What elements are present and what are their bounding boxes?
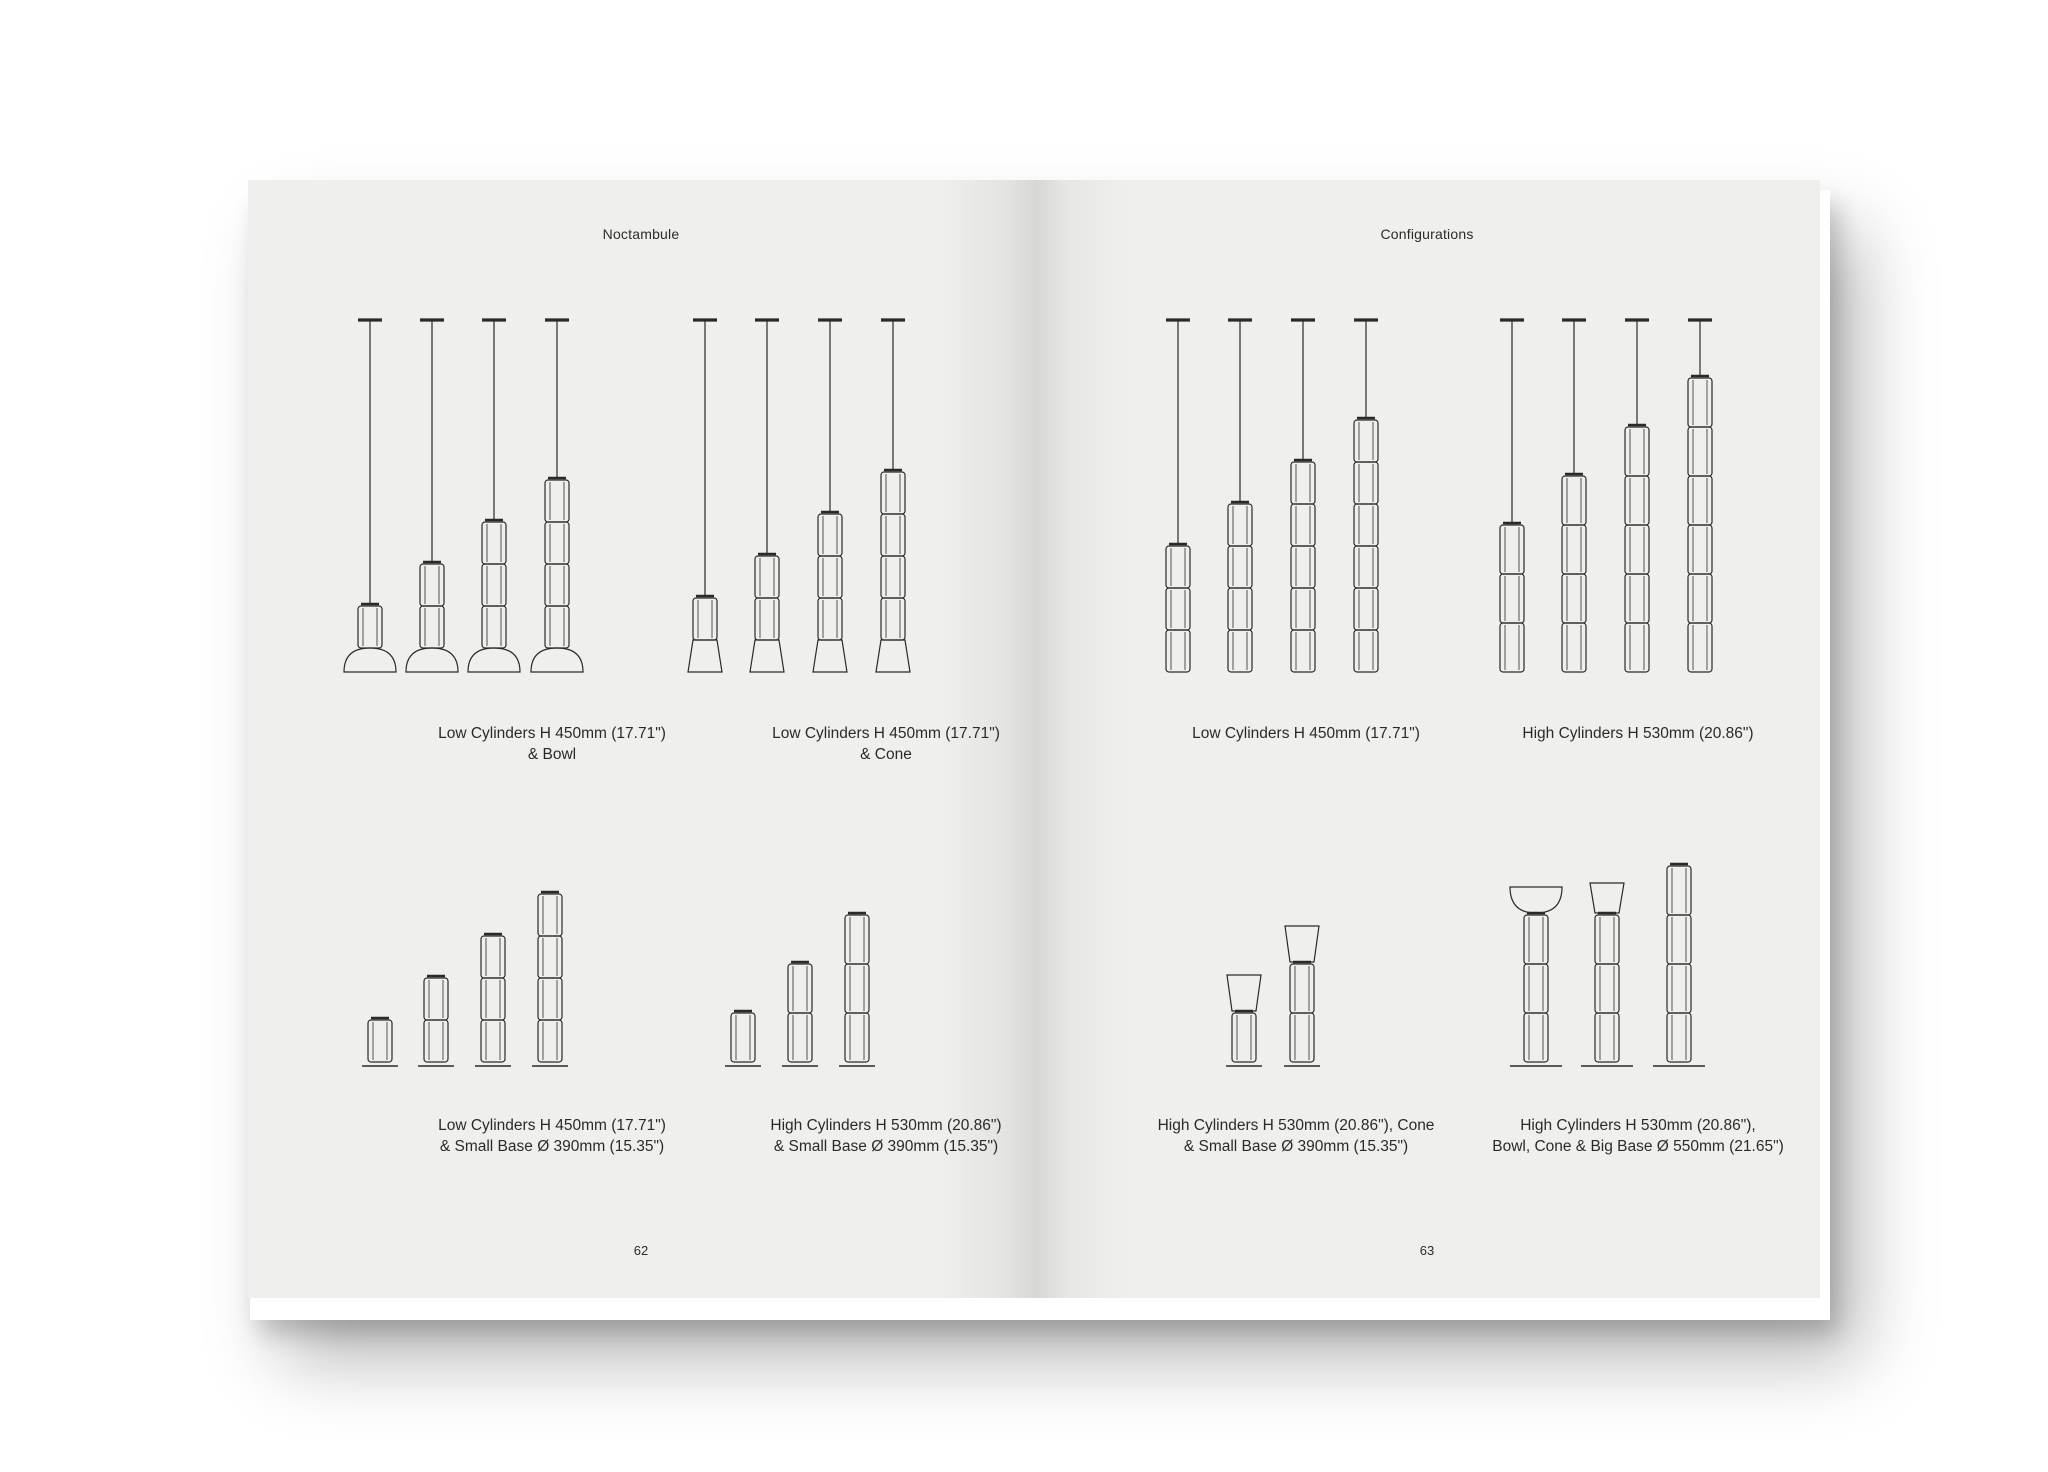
cylinder-segment bbox=[538, 1020, 562, 1062]
cylinder-segment bbox=[755, 598, 779, 640]
cylinder-segment bbox=[1354, 462, 1378, 504]
caption-line: & Small Base Ø 390mm (15.35") bbox=[439, 1138, 665, 1155]
cylinder-segment bbox=[881, 556, 905, 598]
cylinder-segment bbox=[1667, 915, 1691, 964]
cylinder-segment bbox=[482, 564, 506, 606]
cylinder-segment bbox=[358, 606, 382, 648]
bowl-shade bbox=[531, 648, 583, 672]
cylinder-segment bbox=[1166, 546, 1190, 588]
caption-line: Bowl, Cone & Big Base Ø 550mm (21.65") bbox=[1492, 1138, 1784, 1155]
cylinder-segment bbox=[481, 1020, 505, 1062]
page-number-right: 63 bbox=[1419, 1243, 1435, 1258]
caption-line: Low Cylinders H 450mm (17.71") bbox=[438, 725, 666, 742]
cylinder-segment bbox=[788, 964, 812, 1013]
cone-shade bbox=[1285, 926, 1319, 962]
cylinder-segment bbox=[1228, 546, 1252, 588]
cylinder-segment bbox=[1562, 476, 1586, 525]
cylinder-segment bbox=[481, 978, 505, 1020]
caption-line: Low Cylinders H 450mm (17.71") bbox=[438, 1117, 666, 1134]
cylinder-segment bbox=[1562, 525, 1586, 574]
cylinder-segment bbox=[818, 556, 842, 598]
cylinder-segment bbox=[788, 1013, 812, 1062]
cylinder-segment bbox=[1667, 964, 1691, 1013]
cylinder-segment bbox=[818, 598, 842, 640]
cylinder-segment bbox=[1595, 1013, 1619, 1062]
caption-line: High Cylinders H 530mm (20.86"), bbox=[1520, 1117, 1756, 1134]
cylinder-segment bbox=[420, 606, 444, 648]
cylinder-segment bbox=[1291, 546, 1315, 588]
cylinder-segment bbox=[545, 480, 569, 522]
cylinder-segment bbox=[545, 606, 569, 648]
cylinder-segment bbox=[1500, 525, 1524, 574]
caption-line: & Bowl bbox=[527, 746, 577, 763]
cylinder-segment bbox=[1228, 504, 1252, 546]
cylinder-segment bbox=[881, 598, 905, 640]
cylinder-segment bbox=[1166, 630, 1190, 672]
cylinder-segment bbox=[482, 522, 506, 564]
cylinder-segment bbox=[481, 936, 505, 978]
cylinder-segment bbox=[1562, 574, 1586, 623]
cylinder-segment bbox=[1625, 623, 1649, 672]
cylinder-segment bbox=[538, 894, 562, 936]
cone-shade bbox=[750, 640, 784, 672]
cylinder-segment bbox=[818, 514, 842, 556]
cylinder-segment bbox=[1667, 1013, 1691, 1062]
cylinder-segment bbox=[731, 1013, 755, 1062]
cylinder-segment bbox=[1688, 378, 1712, 427]
cylinder-segment bbox=[538, 978, 562, 1020]
cylinder-segment bbox=[1562, 623, 1586, 672]
cylinder-segment bbox=[1625, 476, 1649, 525]
cylinder-segment bbox=[693, 598, 717, 640]
cylinder-segment bbox=[845, 964, 869, 1013]
cylinder-segment bbox=[1354, 546, 1378, 588]
cone-shade bbox=[1590, 883, 1624, 913]
cylinder-segment bbox=[1688, 427, 1712, 476]
cylinder-segment bbox=[1625, 427, 1649, 476]
running-head-right: Configurations bbox=[1380, 226, 1474, 242]
cylinder-segment bbox=[1524, 915, 1548, 964]
cylinder-segment bbox=[424, 1020, 448, 1062]
cylinder-segment bbox=[1688, 574, 1712, 623]
cylinder-segment bbox=[1625, 574, 1649, 623]
cylinder-segment bbox=[420, 564, 444, 606]
cylinder-segment bbox=[1232, 1013, 1256, 1062]
cylinder-segment bbox=[1354, 588, 1378, 630]
cylinder-segment bbox=[482, 606, 506, 648]
cylinder-segment bbox=[1290, 1013, 1314, 1062]
bowl-shade bbox=[344, 648, 396, 672]
caption-line: High Cylinders H 530mm (20.86") bbox=[770, 1117, 1002, 1134]
bowl-shade bbox=[406, 648, 458, 672]
caption-line: & Small Base Ø 390mm (15.35") bbox=[1183, 1138, 1409, 1155]
cylinder-segment bbox=[1688, 623, 1712, 672]
cylinder-segment bbox=[1291, 588, 1315, 630]
cylinder-segment bbox=[1291, 630, 1315, 672]
cylinder-segment bbox=[881, 514, 905, 556]
bowl-shade bbox=[468, 648, 520, 672]
cylinder-segment bbox=[845, 915, 869, 964]
cylinder-segment bbox=[1688, 525, 1712, 574]
caption-line: Low Cylinders H 450mm (17.71") bbox=[772, 725, 1000, 742]
caption-line: High Cylinders H 530mm (20.86"), Cone bbox=[1157, 1117, 1435, 1134]
page-number-left: 62 bbox=[633, 1243, 649, 1258]
bowl-shade bbox=[1510, 887, 1562, 913]
cylinder-segment bbox=[545, 564, 569, 606]
cylinder-segment bbox=[538, 936, 562, 978]
caption-line: & Cone bbox=[860, 746, 912, 763]
cylinder-segment bbox=[1500, 574, 1524, 623]
cylinder-segment bbox=[1354, 504, 1378, 546]
cylinder-segment bbox=[1524, 1013, 1548, 1062]
cylinder-segment bbox=[1625, 525, 1649, 574]
cylinder-segment bbox=[424, 978, 448, 1020]
cylinder-segment bbox=[755, 556, 779, 598]
cone-shade bbox=[876, 640, 910, 672]
cylinder-segment bbox=[1291, 504, 1315, 546]
cylinder-segment bbox=[545, 522, 569, 564]
cylinder-segment bbox=[1595, 964, 1619, 1013]
cylinder-segment bbox=[1595, 915, 1619, 964]
cylinder-segment bbox=[1290, 964, 1314, 1013]
cylinder-segment bbox=[368, 1020, 392, 1062]
cylinder-segment bbox=[1667, 866, 1691, 915]
cylinder-segment bbox=[1500, 623, 1524, 672]
caption-line: & Small Base Ø 390mm (15.35") bbox=[773, 1138, 999, 1155]
cone-shade bbox=[688, 640, 722, 672]
cylinder-segment bbox=[1291, 462, 1315, 504]
caption-line: Low Cylinders H 450mm (17.71") bbox=[1192, 725, 1420, 742]
cylinder-segment bbox=[845, 1013, 869, 1062]
cone-shade bbox=[1227, 975, 1261, 1011]
cone-shade bbox=[813, 640, 847, 672]
cylinder-segment bbox=[1228, 588, 1252, 630]
cylinder-segment bbox=[1228, 630, 1252, 672]
cylinder-segment bbox=[1688, 476, 1712, 525]
caption-line: High Cylinders H 530mm (20.86") bbox=[1522, 725, 1754, 742]
running-head-left: Noctambule bbox=[602, 226, 680, 242]
cylinder-segment bbox=[1166, 588, 1190, 630]
cylinder-segment bbox=[881, 472, 905, 514]
cylinder-segment bbox=[1524, 964, 1548, 1013]
cylinder-segment bbox=[1354, 630, 1378, 672]
cylinder-segment bbox=[1354, 420, 1378, 462]
